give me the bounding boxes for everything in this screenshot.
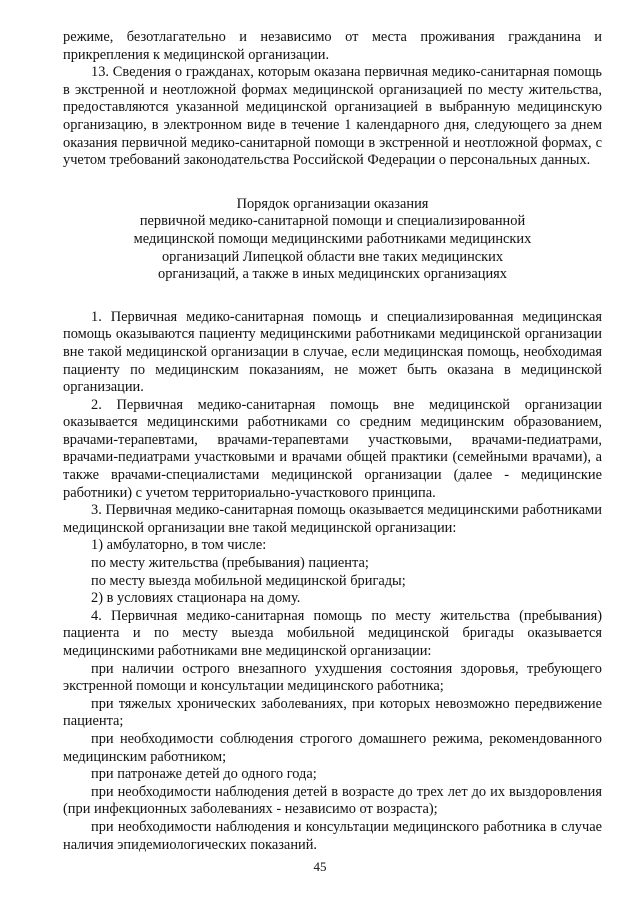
paragraph-4: 4. Первичная медико-санитарная помощь по месту жительства (пребывания) пациента и по месту выезда мобильной медицинской бригады оказывается медицинскими работниками вне медицинской организации: xyxy=(63,607,602,659)
list-item: при патронаже детей до одного года; xyxy=(91,766,317,783)
page-number: 45 xyxy=(313,859,327,874)
section-title-line: организаций, а также в иных медицинских организациях xyxy=(158,266,507,283)
section-title-line: Порядок организации оказания xyxy=(236,195,429,212)
spacer xyxy=(63,170,602,196)
list-item: 2) в условиях стационара на дому. xyxy=(91,590,301,607)
intro-continuation: режиме, безотлагательно и независимо от места проживания гражданина и прикрепления к медицинской организации. xyxy=(63,29,602,63)
section-title-line: организаций Липецкой области вне таких медицинских xyxy=(161,248,504,265)
section-title-line: медицинской помощи медицинскими работниками медицинских xyxy=(133,230,532,247)
paragraph-1: 1. Первичная медико-санитарная помощь и специализированная медицинская помощь оказываются пациенту медицинскими работниками медицинской организации вне такой медицинской организации в случае, если медицинская помощь, необходимая пациенту по медицинским показаниям, не может быть оказана в медицинской организации. xyxy=(63,308,602,396)
paragraph-2: 2. Первичная медико-санитарная помощь вне медицинской организации оказывается медицинскими работниками со средним медицинским образованием, врачами-терапевтами, врачами-терапевтами участковыми, врачами-педиатрами, врачами-педиатрами участковыми и врачами общей практики (семейными врачами), а также врачами-специалистами медицинской организации (далее - медицинские работники) с учетом территориально-участкового принципа. xyxy=(63,396,602,501)
list-item: при необходимости наблюдения и консультации медицинского работника в случае наличия эпидемиологических показаний. xyxy=(63,818,602,853)
paragraph-3: 3. Первичная медико-санитарная помощь оказывается медицинскими работниками медицинской организации вне такой медицинской организации: xyxy=(63,502,602,536)
list-item: при наличии острого внезапного ухудшения состояния здоровья, требующего экстренной помощи и консультации медицинского работника; xyxy=(63,660,602,695)
list-item: по месту жительства (пребывания) пациента; xyxy=(91,555,369,572)
list-item: при необходимости наблюдения детей в возрасте до трех лет до их выздоровления (при инфекционных заболеваниях - независимо от возраста); xyxy=(63,783,602,818)
section-title-line: первичной медико-санитарной помощи и специализированной xyxy=(139,213,526,230)
spacer xyxy=(63,284,602,309)
list-item: при тяжелых хронических заболеваниях, при которых невозможно передвижение пациента; xyxy=(63,695,602,730)
list-item: по месту выезда мобильной медицинской бригады; xyxy=(91,572,406,589)
item-13: 13. Сведения о гражданах, которым оказана первичная медико-санитарная помощь в экстренной и неотложной формах медицинской организацией по месту жительства, предоставляются указанной медицинской организацией в выбранную медицинскую организацию, в электронном виде в течение 1 календарного дня, следующего за днем оказания первичной медико-санитарной помощи в экстренной и неотложной формах, с учетом требований законодательства Российской Федерации о персональных данных. xyxy=(63,64,602,169)
section-title xyxy=(63,196,602,284)
list-item: 1) амбулаторно, в том числе: xyxy=(91,537,267,554)
list-item: при необходимости соблюдения строгого домашнего режима, рекомендованного медицинским работником; xyxy=(63,730,602,765)
